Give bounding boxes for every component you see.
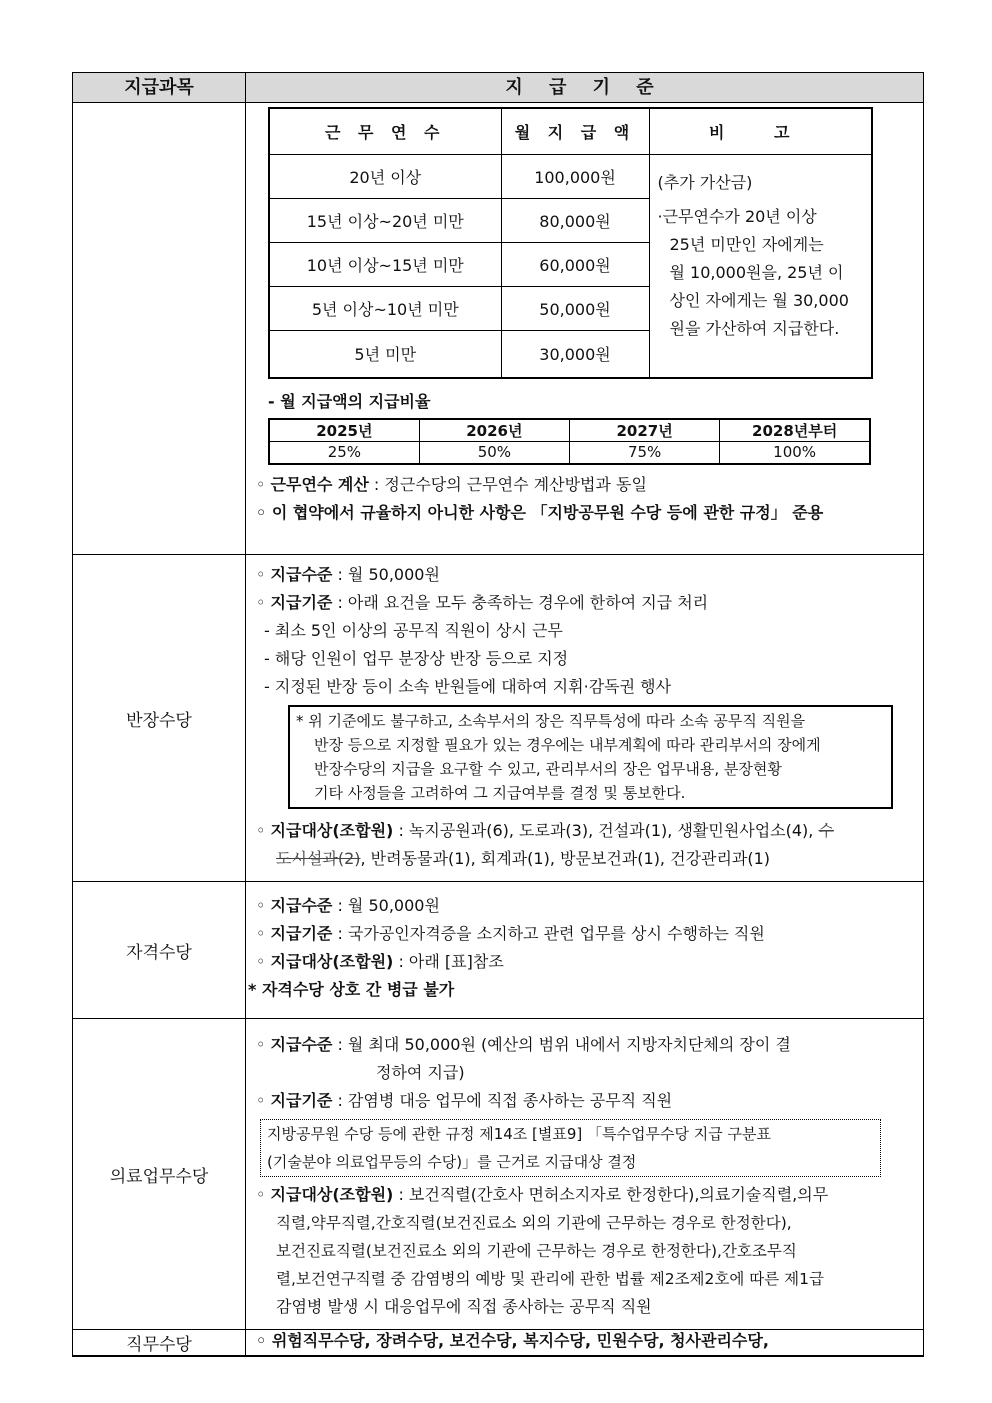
years-table xyxy=(268,107,873,379)
box-line: 반장수당의 지급을 요구할 수 있고, 관리부서의 장은 업무내용, 분장현황 xyxy=(314,760,782,778)
leader-criteria xyxy=(246,589,923,617)
box-line: 지방공무원 수당 등에 관한 규정 제14조 [별표9] 「특수업무수당 지급 구분표 xyxy=(267,1125,771,1143)
medical-criteria xyxy=(246,1087,923,1115)
license-label: 자격수당 xyxy=(73,882,246,1019)
license-row xyxy=(73,882,924,1019)
target-line: 감염병 발생 시 대응업무에 직접 종사하는 공무직 직원 xyxy=(276,1297,652,1316)
leader-label: 반장수당 xyxy=(73,555,246,882)
bullet-icon: ◦ xyxy=(256,1091,266,1110)
criteria-label: 지급기준 xyxy=(270,1091,333,1110)
note-line: 월 10,000원을, 25년 이 xyxy=(669,262,844,282)
duty-label: 직무수당 xyxy=(73,1330,246,1357)
amount-cell: 50,000원 xyxy=(501,286,649,330)
years-cell: 20년 이상 xyxy=(269,154,501,198)
duty-row xyxy=(73,1330,924,1357)
license-target xyxy=(246,948,923,976)
medical-basis-box xyxy=(260,1119,881,1177)
bullet-icon: ◦ xyxy=(256,1185,266,1204)
duty-text: 위험직무수당, 장려수당, 보건수당, 복지수당, 민원수당, 청사관리수당, xyxy=(271,1331,769,1350)
box-line: 기타 사정들을 고려하여 그 지급여부를 결정 및 통보한다. xyxy=(314,784,686,802)
bullet-icon: ◦ xyxy=(256,474,266,494)
bullet-icon: ◦ xyxy=(256,565,266,584)
longevity-label-cell xyxy=(73,103,246,555)
leader-row xyxy=(73,555,924,882)
license-criteria-cell xyxy=(246,882,924,1019)
ratio-title: - 월 지급액의 지급비율 xyxy=(268,392,431,411)
note-cell xyxy=(649,154,872,378)
years-table-header xyxy=(269,108,872,154)
medical-row xyxy=(73,1019,924,1330)
note-line: 원을 가산하여 지급한다. xyxy=(669,318,840,338)
target-label: 지급대상(조합원) xyxy=(270,952,394,971)
ratio-header: 2026년 xyxy=(419,419,569,442)
medical-criteria-cell xyxy=(246,1019,924,1330)
target-line: 보건진료직렬(보건진료소 외의 기관에 근무하는 경우로 한정한다),간호조무직 xyxy=(276,1242,797,1260)
target-text: : 보건직렬(간호사 면허소지자로 한정한다),의료기술직렬,의무 xyxy=(393,1185,829,1204)
ratio-header: 2025년 xyxy=(269,419,419,442)
bullet-regulation xyxy=(246,499,923,527)
bullet-icon: ◦ xyxy=(256,593,266,612)
box-line: * 위 기준에도 불구하고, 소속부서의 장은 직무특성에 따라 소속 공무직 직원을 xyxy=(296,712,806,730)
standard-label: 지급수준 xyxy=(270,1035,333,1054)
leader-exception-box xyxy=(288,705,893,809)
amount-cell: 100,000원 xyxy=(501,154,649,198)
ratio-value: 100% xyxy=(720,442,870,464)
standard-text: : 월 50,000원 xyxy=(332,565,440,584)
bullet-icon: ◦ xyxy=(256,896,266,915)
standard-label: 지급수준 xyxy=(270,896,333,915)
bullet-icon: ◦ xyxy=(256,502,267,522)
years-cell: 5년 이상~10년 미만 xyxy=(269,286,501,330)
criteria-text: : 국가공인자격증을 소지하고 관련 업무를 상시 수행하는 직원 xyxy=(332,924,765,943)
standard-text: : 월 50,000원 xyxy=(332,896,440,915)
leader-criteria-cell xyxy=(246,555,924,882)
note-line: ·근무연수가 20년 이상 xyxy=(657,206,817,226)
ratio-value: 75% xyxy=(570,442,720,464)
bullet-icon: ◦ xyxy=(256,1331,267,1350)
license-standard xyxy=(246,892,923,920)
years-col-header: 근 무 연 수 xyxy=(269,108,501,154)
duty-text-line xyxy=(246,1330,923,1352)
criteria-label: 지급기준 xyxy=(270,924,333,943)
ratio-header: 2027년 xyxy=(570,419,720,442)
license-criteria xyxy=(246,920,923,948)
box-line: (기술분야 의료업무등의 수당)」를 근거로 지급대상 결정 xyxy=(267,1153,637,1171)
amount-cell: 60,000원 xyxy=(501,242,649,286)
ratio-value-row xyxy=(269,442,870,464)
header-subject: 지급과목 xyxy=(73,73,246,103)
ratio-value: 50% xyxy=(419,442,569,464)
bullet-icon: ◦ xyxy=(256,924,266,943)
struck-text: 수 xyxy=(818,821,834,840)
header-criteria: 지 급 기 준 xyxy=(246,73,924,103)
amount-cell: 80,000원 xyxy=(501,198,649,242)
duty-criteria-cell xyxy=(246,1330,924,1357)
note-title: (추가 가산금) xyxy=(657,172,753,192)
bullet-icon: ◦ xyxy=(256,821,266,840)
requirement-item: - 해당 인원이 업무 분장상 반장 등으로 지정 xyxy=(264,649,569,668)
years-cell: 15년 이상~20년 미만 xyxy=(269,198,501,242)
note-col-header: 비 고 xyxy=(649,108,872,154)
struck-text: 도시설과(2) xyxy=(276,849,361,868)
ratio-header-row xyxy=(269,419,870,442)
target-text: : 아래 [표]참조 xyxy=(393,952,504,971)
medical-standard xyxy=(246,1031,923,1059)
medical-label: 의료업무수당 xyxy=(73,1019,246,1330)
box-line: 반장 등으로 지정할 필요가 있는 경우에는 내부계획에 따라 관리부서의 장에게 xyxy=(314,736,821,754)
leader-target xyxy=(246,817,923,845)
standard-label: 지급수준 xyxy=(270,565,333,584)
bullet-icon: ◦ xyxy=(256,952,266,971)
target-label: 지급대상(조합원) xyxy=(270,821,394,840)
bullet-work-years xyxy=(246,471,923,499)
bullet-text: : 정근수당의 근무연수 계산방법과 동일 xyxy=(368,474,647,494)
bullet-label: 근무연수 계산 xyxy=(270,474,369,494)
target-label: 지급대상(조합원) xyxy=(270,1185,394,1204)
longevity-criteria-cell xyxy=(246,103,924,555)
criteria-label: 지급기준 xyxy=(270,593,333,612)
note-line: 25년 미만인 자에게는 xyxy=(669,234,824,254)
license-note: * 자격수당 상호 간 병급 불가 xyxy=(248,980,455,999)
amount-cell: 30,000원 xyxy=(501,330,649,378)
medical-standard-cont: 정하여 지급) xyxy=(376,1063,465,1082)
ratio-value: 25% xyxy=(269,442,419,464)
amount-col-header: 월 지 급 액 xyxy=(501,108,649,154)
years-cell: 5년 미만 xyxy=(269,330,501,378)
table-header-row xyxy=(73,73,924,103)
medical-target xyxy=(246,1181,923,1209)
years-cell: 10년 이상~15년 미만 xyxy=(269,242,501,286)
bullet-text: 이 협약에서 규율하지 아니한 사항은 「지방공무원 수당 등에 관한 규정」 준용 xyxy=(271,502,824,522)
leader-target-cont xyxy=(246,845,923,873)
table-row xyxy=(269,154,872,198)
requirement-item: - 지정된 반장 등이 소속 반원들에 대하여 지휘·감독권 행사 xyxy=(264,677,672,696)
note-line: 상인 자에게는 월 30,000 xyxy=(669,290,849,310)
criteria-text: : 감염병 대응 업무에 직접 종사하는 공무직 직원 xyxy=(332,1091,673,1110)
target-line: 직렬,약무직렬,간호직렬(보건진료소 외의 기관에 근무하는 경우로 한정한다), xyxy=(276,1214,792,1232)
bullet-icon: ◦ xyxy=(256,1035,266,1054)
longevity-row xyxy=(73,103,924,555)
target-line: 렬,보건연구직렬 중 감염병의 예방 및 관리에 관한 법률 제2조제2호에 따른 제1급 xyxy=(276,1270,824,1288)
target-text: , 반려동물과(1), 회계과(1), 방문보건과(1), 건강관리과(1) xyxy=(360,849,771,868)
ratio-header: 2028년부터 xyxy=(720,419,870,442)
criteria-text: : 아래 요건을 모두 충족하는 경우에 한하여 지급 처리 xyxy=(332,593,709,612)
standard-text: : 월 최대 50,000원 (예산의 범위 내에서 지방자치단체의 장이 결 xyxy=(332,1035,791,1054)
allowance-table xyxy=(72,72,924,1357)
requirement-item: - 최소 5인 이상의 공무직 직원이 상시 근무 xyxy=(264,621,563,640)
leader-standard xyxy=(246,561,923,589)
ratio-table xyxy=(268,418,871,465)
target-text: : 녹지공원과(6), 도로과(3), 건설과(1), 생활민원사업소(4), xyxy=(393,821,819,840)
